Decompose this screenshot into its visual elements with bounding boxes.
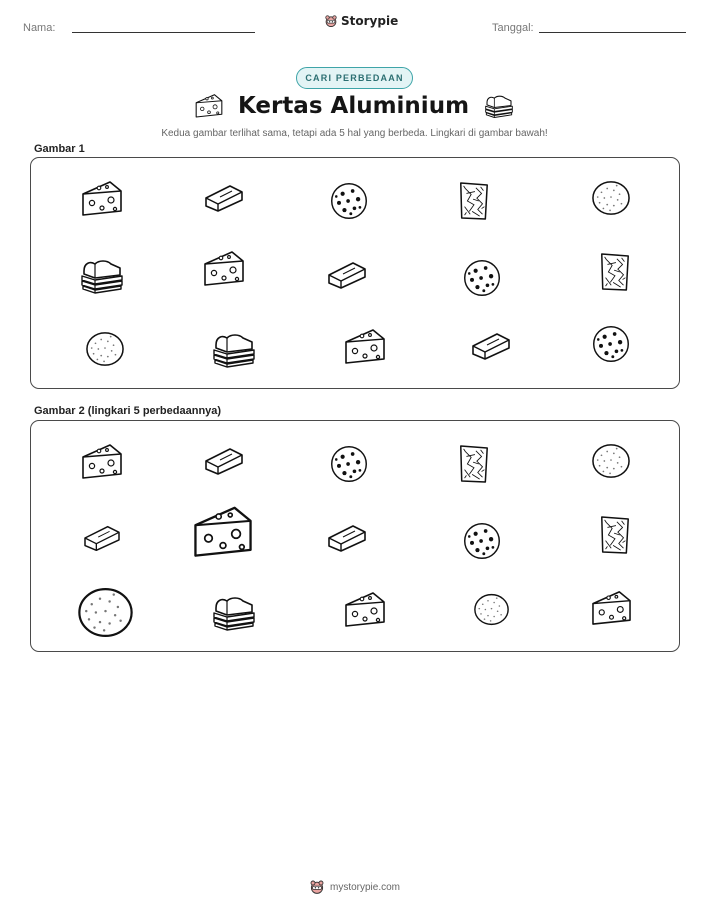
name-label: Nama:: [23, 22, 56, 34]
cookie-icon[interactable]: [462, 521, 502, 561]
cheese-icon[interactable]: [80, 441, 124, 481]
tortilla-icon[interactable]: [590, 442, 632, 480]
activity-badge: CARI PERBEDAAN: [296, 67, 413, 89]
foil-sheet-icon[interactable]: [457, 443, 491, 485]
butter-icon[interactable]: [81, 521, 123, 555]
cheese-icon[interactable]: [590, 588, 633, 627]
picture1-panel: [30, 157, 680, 389]
instructions: Kedua gambar terlihat sama, tetapi ada 5 hal yang berbeda. Lingkari di gambar bawah!: [161, 128, 548, 139]
sandwich-icon: [210, 329, 258, 369]
cheese-icon: [343, 326, 387, 366]
butter-icon: [202, 180, 246, 216]
cheese-icon: [80, 178, 124, 218]
cheese-icon: [194, 92, 224, 119]
foil-sheet-icon: [457, 180, 491, 222]
picture1-label: Gambar 1: [34, 143, 85, 155]
tortilla-icon: [84, 330, 126, 368]
butter-icon: [325, 257, 369, 293]
butter-icon[interactable]: [325, 520, 369, 556]
footer-website: mystorypie.com: [329, 881, 400, 893]
footer: [0, 879, 709, 895]
date-label: Tanggal:: [492, 22, 534, 34]
name-line[interactable]: [72, 32, 255, 33]
title-row: [0, 92, 709, 119]
cheese-icon[interactable]: [191, 502, 255, 560]
sandwich-icon: [78, 255, 126, 295]
foil-sheet-icon: [598, 251, 632, 293]
cookie-icon: [591, 324, 631, 364]
mascot-icon: [324, 14, 338, 28]
cookie-icon[interactable]: [329, 444, 369, 484]
cheese-icon[interactable]: [343, 589, 387, 629]
tortilla-icon[interactable]: [472, 592, 511, 627]
brand-name: Storypie: [341, 14, 399, 28]
page-title: Kertas Aluminium: [237, 92, 470, 119]
brand-logo: [324, 14, 398, 28]
butter-icon[interactable]: [202, 443, 246, 479]
foil-sheet-icon[interactable]: [598, 514, 632, 556]
cookie-icon: [462, 258, 502, 298]
tortilla-icon[interactable]: [75, 585, 136, 640]
cheese-icon: [202, 248, 246, 288]
picture2-label: Gambar 2 (lingkari 5 perbedaannya): [34, 405, 222, 417]
picture2-panel[interactable]: [30, 420, 680, 652]
date-line[interactable]: [539, 32, 686, 33]
cookie-icon: [329, 181, 369, 221]
sandwich-icon: [483, 92, 515, 119]
sandwich-icon[interactable]: [210, 592, 258, 632]
tortilla-icon: [590, 179, 632, 217]
mascot-icon: [309, 879, 325, 895]
butter-icon: [469, 328, 513, 364]
